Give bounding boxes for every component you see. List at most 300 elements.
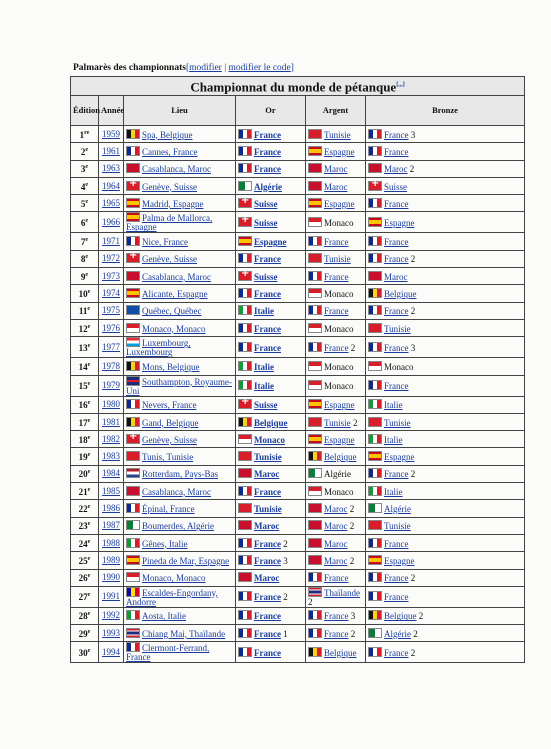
year-link[interactable]: 1983: [99, 448, 124, 465]
gold-cell: [236, 552, 306, 569]
edit-bracket-close: ]: [290, 63, 294, 73]
bronze-cell: [366, 625, 525, 642]
edition-cell: [71, 642, 99, 663]
flag-icon: [126, 361, 140, 371]
place-cell: [124, 483, 236, 500]
edition-number: 10: [78, 289, 88, 300]
flag-icon: [126, 129, 140, 139]
year-link[interactable]: 1963: [99, 160, 124, 177]
silver-link[interactable]: France: [324, 611, 349, 622]
gold-cell: [236, 160, 306, 177]
place-cell: [124, 160, 236, 177]
place-link[interactable]: Alicante, Espagne: [142, 289, 208, 300]
gold-cell: [236, 642, 306, 663]
bronze-link[interactable]: Algérie: [384, 628, 411, 639]
bronze-cell: [366, 195, 525, 212]
silver-cell: [306, 302, 366, 319]
flag-icon: [238, 236, 252, 246]
place-link[interactable]: Cannes, France: [142, 146, 198, 157]
bronze-link[interactable]: France: [384, 592, 409, 603]
place-cell: [124, 625, 236, 642]
edition-cell: [71, 607, 99, 624]
flag-icon: [368, 520, 382, 530]
year-link[interactable]: 1982: [99, 431, 124, 448]
gold-cell: [236, 413, 306, 430]
place-link[interactable]: Casablanca, Maroc: [142, 164, 211, 175]
table-row: [71, 413, 525, 430]
place-link[interactable]: Monaco, Monaco: [142, 323, 206, 334]
gold-link[interactable]: Maroc: [254, 573, 280, 584]
gold-cell: [236, 534, 306, 551]
place-link[interactable]: Palma de Mallorca, Espagne: [126, 213, 213, 233]
place-cell: [124, 534, 236, 551]
bronze-cell: [366, 285, 525, 302]
edition-cell: [71, 431, 99, 448]
silver-link[interactable]: Maroc: [324, 555, 348, 566]
silver-link[interactable]: France: [324, 271, 349, 282]
bronze-link[interactable]: Italie: [384, 434, 403, 445]
edition-suffix: e: [85, 164, 89, 171]
year-link[interactable]: 1976: [99, 319, 124, 336]
bronze-link[interactable]: Belgique: [384, 611, 417, 622]
place-link[interactable]: Clermont-Ferrand, France: [126, 643, 210, 663]
gold-cell: [236, 607, 306, 624]
flag-icon: [308, 486, 322, 496]
silver-link[interactable]: Espagne: [324, 146, 355, 157]
year-link[interactable]: 1980: [99, 396, 124, 413]
flag-icon: [368, 380, 382, 390]
flag-icon: [126, 323, 140, 333]
flag-icon: [238, 271, 252, 281]
year-link[interactable]: 1961: [99, 143, 124, 160]
flag-icon: [126, 520, 140, 530]
place-link[interactable]: Escaldes-Engordany, Andorre: [126, 587, 218, 607]
table-row: [71, 625, 525, 642]
year-link[interactable]: 1984: [99, 465, 124, 482]
bronze-link[interactable]: France: [384, 538, 409, 549]
place-cell: [124, 448, 236, 465]
flag-icon: [308, 647, 322, 657]
year-link[interactable]: 1972: [99, 250, 124, 267]
edition-suffix: e: [87, 555, 91, 562]
title-count: 2: [410, 254, 416, 265]
bronze-link[interactable]: Espagne: [384, 452, 415, 463]
place-link[interactable]: Chiang Mai, Thaïlande: [142, 628, 226, 639]
place-cell: [124, 517, 236, 534]
edition-suffix: e: [87, 361, 91, 368]
edition-cell: [71, 483, 99, 500]
bronze-link[interactable]: France: [384, 573, 409, 584]
gold-link[interactable]: Espagne: [254, 237, 287, 248]
gold-link[interactable]: Suisse: [254, 217, 278, 228]
bronze-cell: [366, 607, 525, 624]
flag-icon: [368, 610, 382, 620]
gold-link[interactable]: Italie: [254, 361, 274, 372]
year-link[interactable]: 1990: [99, 569, 124, 586]
table-row: [71, 500, 525, 517]
bronze-cell: [366, 431, 525, 448]
silver-link[interactable]: Belgique: [324, 647, 357, 658]
flag-icon: [368, 129, 382, 139]
bronze-link[interactable]: France: [384, 469, 409, 480]
gold-cell: [236, 375, 306, 396]
flag-icon: [368, 181, 382, 191]
flag-icon: [308, 129, 322, 139]
silver-cell: [306, 500, 366, 517]
silver-link[interactable]: Espagne: [324, 198, 355, 209]
edition-cell: [71, 268, 99, 285]
silver-link: Monaco: [324, 361, 354, 372]
flag-icon: [126, 163, 140, 173]
flag-icon: [308, 555, 322, 565]
gold-link[interactable]: France: [254, 611, 281, 622]
silver-cell: [306, 212, 366, 233]
edition-cell: [71, 285, 99, 302]
flag-icon: [368, 434, 382, 444]
flag-icon: [126, 587, 140, 597]
title-count: 2: [418, 611, 424, 622]
silver-link[interactable]: Maroc: [324, 181, 348, 192]
flag-icon: [308, 181, 322, 191]
edition-cell: [71, 413, 99, 430]
place-link[interactable]: Aosta, Italie: [142, 611, 186, 622]
place-cell: [124, 358, 236, 375]
edition-suffix: e: [87, 417, 91, 424]
silver-link[interactable]: Tunisie: [324, 254, 351, 265]
flag-icon: [238, 520, 252, 530]
bronze-link[interactable]: France: [384, 198, 409, 209]
title-count: 2: [350, 628, 356, 639]
flag-icon: [368, 417, 382, 427]
col-header-gold: Or: [236, 96, 306, 126]
edition-suffix: e: [87, 381, 91, 388]
place-link[interactable]: Épinal, France: [142, 503, 195, 514]
silver-link[interactable]: Maroc: [324, 164, 348, 175]
bronze-link[interactable]: France: [384, 342, 409, 353]
edit-code-link[interactable]: modifier le code: [228, 63, 291, 73]
year-link[interactable]: 1979: [99, 375, 124, 396]
place-link[interactable]: Genève, Suisse: [142, 434, 197, 445]
place-link[interactable]: Genève, Suisse: [142, 181, 197, 192]
bronze-cell: [366, 358, 525, 375]
silver-link[interactable]: Tunisie: [324, 417, 351, 428]
silver-link[interactable]: France: [324, 306, 349, 317]
gold-cell: [236, 569, 306, 586]
gold-link[interactable]: Suisse: [254, 400, 278, 411]
bronze-link[interactable]: France: [384, 306, 409, 317]
bronze-link[interactable]: Tunisie: [384, 323, 411, 334]
edition-number: 1: [79, 129, 85, 140]
silver-link[interactable]: Belgique: [324, 452, 357, 463]
silver-link[interactable]: France: [324, 628, 349, 639]
edition-cell: [71, 552, 99, 569]
silver-link[interactable]: France: [324, 237, 349, 248]
edition-cell: [71, 358, 99, 375]
gold-link[interactable]: France: [254, 289, 281, 300]
bronze-link[interactable]: Algérie: [384, 503, 411, 514]
gold-cell: [236, 195, 306, 212]
col-header-place: Lieu: [124, 96, 236, 126]
silver-link: Algérie: [324, 469, 351, 480]
gold-link[interactable]: France: [254, 628, 281, 639]
year-link[interactable]: 1992: [99, 607, 124, 624]
flag-icon: [238, 555, 252, 565]
bronze-link[interactable]: Tunisie: [384, 417, 411, 428]
place-link[interactable]: Québec, Québec: [142, 306, 202, 317]
flag-icon: [308, 271, 322, 281]
gold-link[interactable]: Italie: [254, 381, 274, 392]
silver-cell: [306, 642, 366, 663]
bronze-link[interactable]: Tunisie: [384, 521, 411, 532]
bronze-link[interactable]: Maroc: [384, 271, 408, 282]
flag-icon: [126, 288, 140, 298]
place-link[interactable]: Luxembourg, Luxembourg: [126, 338, 191, 358]
edit-link[interactable]: modifier: [189, 63, 222, 73]
gold-cell: [236, 319, 306, 336]
silver-cell: [306, 268, 366, 285]
championship-table: [70, 76, 525, 663]
flag-icon: [368, 323, 382, 333]
gold-link[interactable]: Belgique: [254, 417, 288, 428]
silver-cell: [306, 396, 366, 413]
silver-link[interactable]: Thaïlande: [324, 587, 360, 598]
col-header-bronze: Bronze: [366, 96, 525, 126]
flag-icon: [308, 434, 322, 444]
year-link[interactable]: 1964: [99, 177, 124, 194]
silver-cell: [306, 143, 366, 160]
gold-link[interactable]: France: [254, 486, 281, 497]
table-row: [71, 448, 525, 465]
flag-icon: [238, 361, 252, 371]
flag-icon: [238, 253, 252, 263]
silver-link[interactable]: France: [324, 573, 349, 584]
silver-link[interactable]: Espagne: [324, 434, 355, 445]
place-link[interactable]: Boumerdes, Algérie: [142, 521, 214, 532]
year-link[interactable]: 1988: [99, 534, 124, 551]
place-link[interactable]: Nice, France: [142, 237, 188, 248]
caption-note[interactable]: [,,,]: [396, 81, 405, 88]
flag-icon: [238, 198, 252, 208]
gold-link[interactable]: Maroc: [254, 521, 280, 532]
year-link[interactable]: 1989: [99, 552, 124, 569]
place-link[interactable]: Gand, Belgique: [142, 417, 199, 428]
gold-link[interactable]: France: [254, 164, 281, 175]
gold-link[interactable]: France: [254, 342, 281, 353]
place-link[interactable]: Nevers, France: [142, 400, 197, 411]
year-link[interactable]: 1991: [99, 586, 124, 607]
year-link[interactable]: 1993: [99, 625, 124, 642]
table-row: [71, 358, 525, 375]
bronze-cell: [366, 534, 525, 551]
edition-number: 25: [78, 555, 88, 566]
place-link[interactable]: Spa, Belgique: [142, 129, 193, 140]
gold-cell: [236, 212, 306, 233]
flag-icon: [126, 271, 140, 281]
table-row: [71, 483, 525, 500]
year-link[interactable]: 1973: [99, 268, 124, 285]
flag-icon: [126, 236, 140, 246]
gold-link[interactable]: Suisse: [254, 198, 278, 209]
gold-cell: [236, 586, 306, 607]
gold-link[interactable]: Suisse: [254, 271, 278, 282]
bronze-link[interactable]: Italie: [384, 486, 403, 497]
edition-cell: [71, 319, 99, 336]
title-count: 2: [349, 503, 355, 514]
gold-cell: [236, 143, 306, 160]
table-row: [71, 431, 525, 448]
table-row: [71, 212, 525, 233]
silver-cell: [306, 586, 366, 607]
gold-link[interactable]: Tunisie: [254, 452, 282, 463]
gold-link[interactable]: Italie: [254, 306, 274, 317]
place-cell: [124, 250, 236, 267]
gold-cell: [236, 517, 306, 534]
flag-icon: [368, 451, 382, 461]
bronze-cell: [366, 160, 525, 177]
gold-link[interactable]: Tunisie: [254, 503, 282, 514]
bronze-link[interactable]: France: [384, 647, 409, 658]
silver-cell: [306, 483, 366, 500]
edition-suffix: e: [87, 628, 91, 635]
gold-link[interactable]: Algérie: [254, 181, 282, 192]
silver-link[interactable]: Espagne: [324, 400, 355, 411]
year-link[interactable]: 1974: [99, 285, 124, 302]
flag-icon: [308, 288, 322, 298]
year-link[interactable]: 1971: [99, 233, 124, 250]
year-link[interactable]: 1978: [99, 358, 124, 375]
place-link[interactable]: Pineda de Mar, Espagne: [142, 555, 230, 566]
edition-suffix: e: [87, 306, 91, 313]
flag-icon: [238, 163, 252, 173]
silver-link[interactable]: Maroc: [324, 503, 348, 514]
table-row: [71, 586, 525, 607]
place-link[interactable]: Genève, Suisse: [142, 254, 197, 265]
gold-link[interactable]: Maroc: [254, 469, 280, 480]
flag-icon: [368, 288, 382, 298]
bronze-link[interactable]: Suisse: [384, 181, 408, 192]
place-link[interactable]: Tunis, Tunisie: [142, 452, 194, 463]
gold-link[interactable]: France: [254, 323, 281, 334]
gold-cell: [236, 268, 306, 285]
year-link[interactable]: 1985: [99, 483, 124, 500]
table-row: [71, 465, 525, 482]
title-count: 2: [410, 469, 416, 480]
gold-cell: [236, 431, 306, 448]
bronze-cell: [366, 552, 525, 569]
bronze-link[interactable]: Belgique: [384, 289, 417, 300]
place-cell: [124, 195, 236, 212]
silver-cell: [306, 126, 366, 143]
place-link[interactable]: Casablanca, Maroc: [142, 271, 211, 282]
silver-cell: [306, 465, 366, 482]
gold-link[interactable]: France: [254, 592, 281, 603]
bronze-link[interactable]: France: [384, 129, 409, 140]
bronze-cell: [366, 517, 525, 534]
silver-link[interactable]: Maroc: [324, 521, 348, 532]
place-link[interactable]: Casablanca, Maroc: [142, 486, 211, 497]
flag-icon: [308, 572, 322, 582]
year-link[interactable]: 1994: [99, 642, 124, 663]
gold-link[interactable]: France: [254, 555, 281, 566]
gold-link[interactable]: France: [254, 146, 281, 157]
year-link[interactable]: 1986: [99, 500, 124, 517]
year-link[interactable]: 1966: [99, 212, 124, 233]
silver-cell: [306, 625, 366, 642]
silver-cell: [306, 607, 366, 624]
bronze-link[interactable]: France: [384, 254, 409, 265]
year-link[interactable]: 1959: [99, 126, 124, 143]
edition-suffix: e: [85, 146, 89, 153]
place-link[interactable]: Monaco, Monaco: [142, 573, 206, 584]
flag-icon: [368, 305, 382, 315]
place-link[interactable]: Mons, Belgique: [142, 361, 200, 372]
bronze-link[interactable]: France: [384, 237, 409, 248]
bronze-cell: [366, 143, 525, 160]
edition-suffix: e: [87, 323, 91, 330]
bronze-cell: [366, 337, 525, 358]
bronze-link[interactable]: Italie: [384, 400, 403, 411]
gold-link[interactable]: France: [254, 647, 281, 658]
silver-cell: [306, 285, 366, 302]
year-link[interactable]: 1981: [99, 413, 124, 430]
edition-number: 9: [80, 271, 86, 282]
bronze-cell: [366, 233, 525, 250]
silver-cell: [306, 337, 366, 358]
flag-icon: [368, 236, 382, 246]
year-link[interactable]: 1975: [99, 302, 124, 319]
year-link[interactable]: 1965: [99, 195, 124, 212]
place-link[interactable]: Gênes, Italie: [142, 538, 188, 549]
table-row: [71, 337, 525, 358]
place-link[interactable]: Southampton, Royaume-Uni: [126, 376, 232, 396]
flag-icon: [308, 198, 322, 208]
gold-link[interactable]: France: [254, 129, 281, 140]
silver-link[interactable]: Tunisie: [324, 129, 351, 140]
place-cell: [124, 285, 236, 302]
gold-link[interactable]: France: [254, 538, 281, 549]
gold-link[interactable]: Monaco: [254, 434, 285, 445]
bronze-link[interactable]: France: [384, 381, 409, 392]
section-title: Palmarès des championnats: [73, 63, 186, 73]
silver-link[interactable]: France: [324, 342, 349, 353]
place-cell: [124, 375, 236, 396]
year-link[interactable]: 1987: [99, 517, 124, 534]
flag-icon: [308, 451, 322, 461]
year-link[interactable]: 1977: [99, 337, 124, 358]
edition-number: 22: [78, 503, 88, 514]
gold-link[interactable]: France: [254, 254, 281, 265]
flag-icon: [368, 163, 382, 173]
edition-suffix: e: [85, 237, 89, 244]
bronze-link[interactable]: France: [384, 146, 409, 157]
edition-suffix: e: [85, 198, 89, 205]
silver-link[interactable]: Maroc: [324, 538, 348, 549]
place-link[interactable]: Rotterdam, Pays-Bas: [142, 469, 218, 480]
edition-cell: [71, 302, 99, 319]
flag-icon: [368, 198, 382, 208]
flag-icon: [238, 217, 252, 227]
flag-icon: [308, 217, 322, 227]
flag-icon: [308, 323, 322, 333]
place-link[interactable]: Madrid, Espagne: [142, 198, 204, 209]
bronze-link[interactable]: Maroc: [384, 164, 408, 175]
bronze-link[interactable]: Espagne: [384, 555, 415, 566]
place-cell: [124, 642, 236, 663]
flag-icon: [308, 361, 322, 371]
flag-icon: [368, 628, 382, 638]
silver-cell: [306, 431, 366, 448]
bronze-link[interactable]: Espagne: [384, 217, 415, 228]
